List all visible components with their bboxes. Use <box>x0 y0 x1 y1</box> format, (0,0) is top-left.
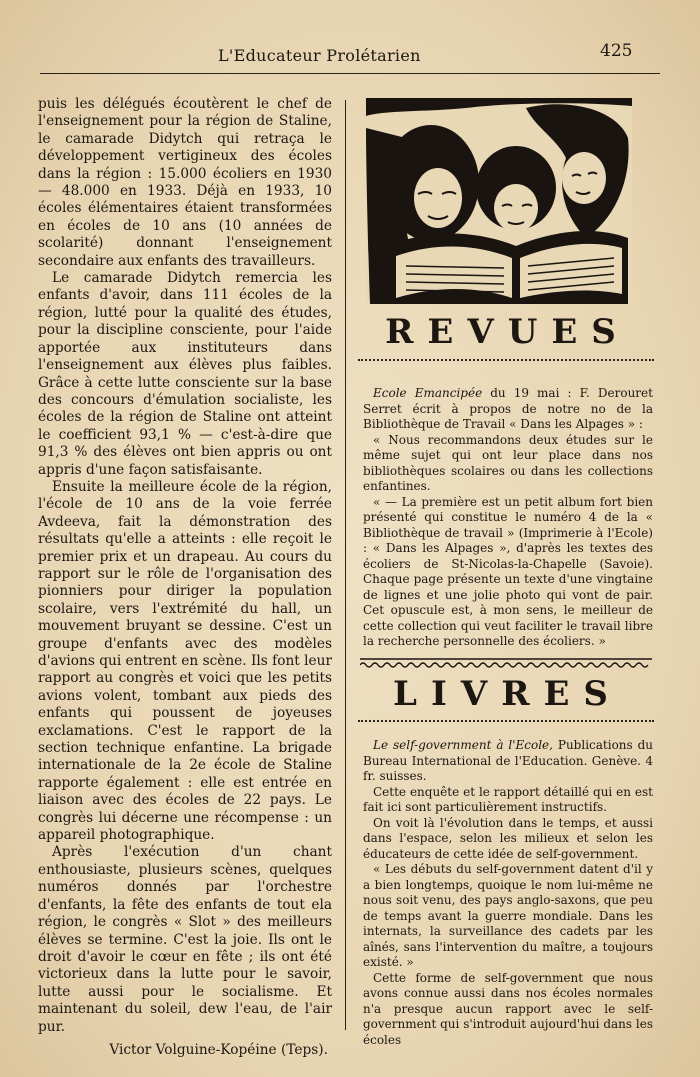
livres-source: Le self-government à l'Ecole, <box>373 738 553 752</box>
column-divider <box>345 100 346 1030</box>
revues-source: Ecole Emancipée <box>373 386 483 400</box>
livres-paragraph: « Les débuts du self-government datent d'il y a bien longtemps, quoique le nom lui-même ne nous soit venu, des pays anglo-saxons, que peu de temps avant la guerre mondiale. Dans les internats, la surveillance des cadets par les aînés, sans l'intervention du maître, a toujours existé. » <box>363 862 653 969</box>
revues-body <box>363 386 653 650</box>
page-number: 425 <box>600 41 633 61</box>
left-paragraph: Ensuite la meilleure école de la région, l'école de 10 ans de la voie ferrée Avdeeva, fait la démonstration des résultats qu'elle a atteints : elle reçoit le premier prix et un drapeau. Au cours du rapport sur le rôle de l'organisation des pionniers pour diriger la population scolaire, vers l'extrémité du hall, un mouvement bruyant se dessine. C'est un groupe d'enfants avec des modèles d'avions qui entrent en scène. Ils font leur rapport au congrès et voici que les petits avions volent, tombant aux pieds des enfants qui poussent de joyeuses exclamations. C'est le rapport de la section technique enfantine. La brigade internationale de la 2e école de Staline rapporte également : elle est entrée en liaison avec des écoles de 22 pays. Le congrès lui décerne une récompense : un appareil photographique. <box>38 478 332 844</box>
revues-dotted-rule <box>358 359 654 361</box>
left-paragraph: Le camarade Didytch remercia les enfants d'avoir, dans 111 écoles de la région, lutté pour la qualité des études, pour la discipline consciente, pour l'aide apportée aux instituteurs dans l'enseignement aux élèves plus faibles. Grâce à cette lutte consciente sur la base des concours d'émulation socialiste, les écoles de la région de Staline ont atteint le coefficient 93,1 % — c'est-à-dire que 91,3 % des élèves ont bien appris ou ont appris d'une façon satisfaisante. <box>38 270 332 478</box>
revues-intro-text: du 19 mai : F. Derouret Serret écrit à propos de notre no de la Bibliothèque de Travail « Dans les Alpages » : <box>363 386 653 431</box>
revues-paragraph: « — La première est un petit album fort bien présenté qui constitue le numéro 4 de la « Bibliothèque de travail » (Imprimerie à l'Ecole) : « Dans les Alpages », d'après les textes des écoliers de St-Nicolas-la-Chapelle (Savoie). Chaque page présente un texte d'une vingtaine de lignes et une jolie photo qui vont de pair. Cet opuscule est, à mon sens, le meilleur de cette collection qui veut faciliter le travail libre la recherche personnelle des écoliers. » <box>363 494 653 648</box>
livres-dotted-rule <box>358 720 654 722</box>
revues-paragraph: « Nous recommandons deux études sur le même sujet qui ont leur place dans nos bibliothèques scolaires ou dans les collections enfantines. <box>363 432 653 493</box>
left-paragraph: Après l'exécution d'un chant enthousiaste, plusieurs scènes, quelques numéros donnés par l'orchestre d'enfants, la fête des enfants de tout ela région, le congrès « Slot » des meilleurs élèves se termine. C'est la joie. Ils ont le droit d'avoir le cœur en fête ; ils ont été victorieux dans la lutte pour le savoir, lutte aussi pour le socialisme. Et maintenant du soleil, dew l'eau, de l'air pur. <box>38 844 332 1035</box>
livres-intro <box>363 738 653 785</box>
livres-heading: LIVRES <box>393 674 622 714</box>
reading-children-woodcut <box>366 98 632 304</box>
revues-heading: REVUES <box>385 312 630 352</box>
wavy-divider <box>360 656 652 668</box>
livres-intro-text: Publications du Bureau International de l'Education. Genève. 4 fr. suisses. <box>363 738 653 783</box>
left-column <box>38 96 332 1059</box>
livres-paragraph: Cette enquête et le rapport détaillé qui en est fait ici sont particulièrement instructifs. <box>363 784 653 814</box>
revues-intro <box>363 386 653 433</box>
header-rule <box>40 73 660 74</box>
livres-body <box>363 738 653 1048</box>
article-signature: Victor Volguine-Kopéine (Teps). <box>109 1041 328 1058</box>
livres-paragraph: Cette forme de self-government que nous avons connue aussi dans nos écoles normales n'a presque aucun rapport avec le self-government qui s'introduit aujourd'hui dans les écoles <box>363 970 653 1047</box>
journal-title: L'Educateur Prolétarien <box>218 46 421 65</box>
livres-paragraph: On voit là l'évolution dans le temps, et aussi dans l'espace, selon les milieux et selon les éducateurs de cette idée de self-government. <box>363 815 653 861</box>
left-paragraph: puis les délégués écoutèrent le chef de l'enseignement pour la région de Staline, le camarade Didytch qui retraça le développement vertigineux des écoles dans la région : 15.000 écoliers en 1930 — 48.000 en 1933. Déjà en 1933, 10 écoles élémentaires étaient transformées en écoles de 10 ans (10 années de scolarité) donnant l'enseignement secondaire aux enfants des travailleurs. <box>38 96 332 269</box>
